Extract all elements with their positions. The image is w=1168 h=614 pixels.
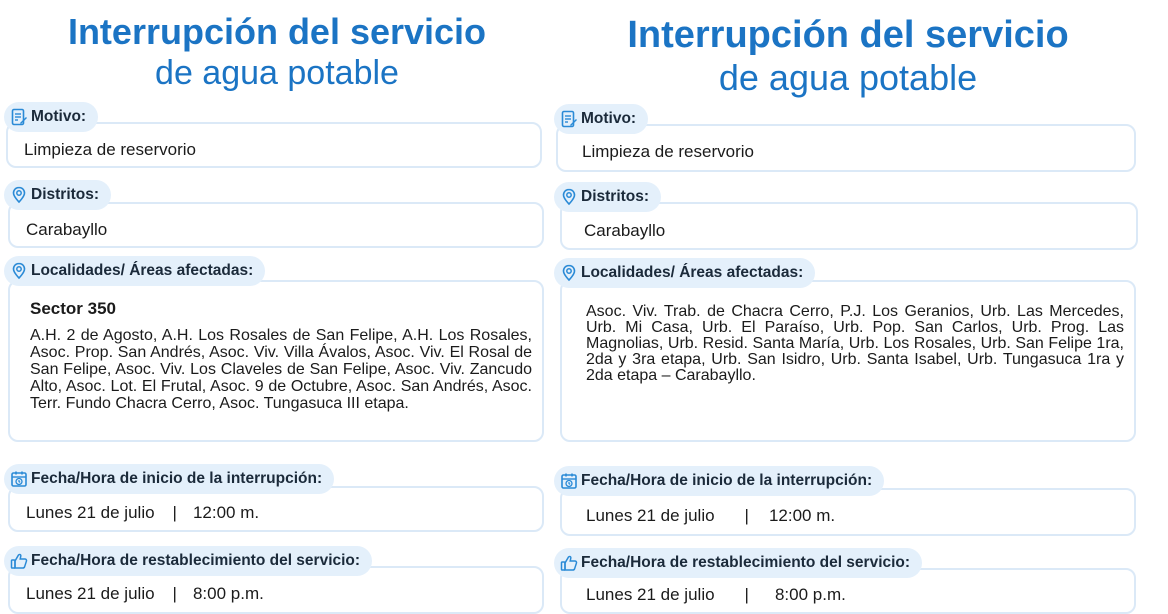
document-edit-icon xyxy=(560,110,578,128)
restablecimiento-label: Fecha/Hora de restablecimiento del servicio: xyxy=(581,554,911,571)
inicio-label: Fecha/Hora de inicio de la interrupción: xyxy=(581,472,873,489)
localidades-tag xyxy=(554,258,815,288)
title-line-1: Interrupción del servicio xyxy=(67,11,487,52)
localidades-tag xyxy=(4,256,265,286)
thumbs-up-icon xyxy=(10,552,28,570)
inicio-value xyxy=(586,507,1120,524)
separator: | xyxy=(172,584,177,603)
localidades-box xyxy=(560,280,1136,442)
separator: | xyxy=(744,585,749,604)
title-line-2: de agua potable xyxy=(718,57,978,98)
distritos-tag xyxy=(4,180,111,210)
motivo-label: Motivo: xyxy=(581,110,637,127)
notice-panel-right xyxy=(550,0,1146,614)
location-pin-icon xyxy=(560,188,578,206)
motivo-value: Limpieza de reservorio xyxy=(24,140,196,159)
distritos-value: Carabayllo xyxy=(26,220,108,239)
motivo-box xyxy=(556,124,1136,172)
distritos-label: Distritos: xyxy=(581,188,650,205)
restablecimiento-tag xyxy=(4,546,372,576)
inicio-value xyxy=(26,504,528,521)
inicio-date: Lunes 21 de julio xyxy=(586,506,715,525)
inicio-label: Fecha/Hora de inicio de la interrupción: xyxy=(31,470,323,487)
localidades-text: Asoc. Viv. Trab. de Chacra Cerro, P.J. Los Geranios, Urb. Las Mercedes, Urb. Mi Casa, Urb. El Paraíso, Urb. Pop. San Carlos, Urb. Prog. Las Magnolias, Urb. Resid. Santa María, Urb. Los Rosales, Urb. San Felipe 1ra, 2da y 3ra etapa, Urb. San Isidro, Urb. Santa Isabel, Urb. Tungasuca 1ra y 2da etapa – Carabayllo. xyxy=(586,303,1124,384)
notice-title xyxy=(0,11,548,92)
localidades-content xyxy=(586,304,1124,384)
location-pin-icon xyxy=(10,262,28,280)
distritos-tag xyxy=(554,182,661,212)
inicio-time: 12:00 m. xyxy=(192,503,260,522)
motivo-tag xyxy=(554,104,648,134)
localidades-content xyxy=(30,300,532,412)
notice-panel-left xyxy=(0,0,548,614)
restablecimiento-tag xyxy=(554,548,922,578)
restablecimiento-date: Lunes 21 de julio xyxy=(26,584,155,603)
title-line-1: Interrupción del servicio xyxy=(627,14,1069,56)
restablecimiento-date: Lunes 21 de julio xyxy=(586,585,715,604)
distritos-value: Carabayllo xyxy=(584,221,666,240)
distritos-label: Distritos: xyxy=(31,186,100,203)
restablecimiento-time: 8:00 p.m. xyxy=(192,584,264,603)
sector-title: Sector 350 xyxy=(30,299,116,318)
restablecimiento-label: Fecha/Hora de restablecimiento del servicio: xyxy=(31,552,361,569)
location-pin-icon xyxy=(560,264,578,282)
inicio-time: 12:00 m. xyxy=(768,506,836,525)
calendar-clock-icon xyxy=(10,470,28,488)
restablecimiento-value xyxy=(26,585,528,602)
restablecimiento-value xyxy=(586,586,1120,603)
location-pin-icon xyxy=(10,186,28,204)
localidades-text: A.H. 2 de Agosto, A.H. Los Rosales de San Felipe, A.H. Los Rosales, Asoc. Prop. San Andrés, Asoc. Viv. Villa Ávalos, Asoc. Viv. El Rosal de San Felipe, Asoc. Viv. Los Claveles de San Felipe, Asoc. Viv. Zancudo Alto, Asoc. Lot. El Frutal, Asoc. 9 de Octubre, Asoc. San Andrés, Asoc. Terr. Fundo Chacra Cerro, Asoc. Tungasuca III etapa. xyxy=(30,327,532,412)
thumbs-up-icon xyxy=(560,554,578,572)
motivo-label: Motivo: xyxy=(31,108,87,125)
title-line-2: de agua potable xyxy=(155,54,399,92)
notice-title xyxy=(550,16,1146,96)
motivo-value: Limpieza de reservorio xyxy=(582,142,754,161)
localidades-box xyxy=(8,280,544,442)
calendar-clock-icon xyxy=(560,472,578,490)
separator: | xyxy=(172,503,177,522)
inicio-tag xyxy=(554,466,884,496)
inicio-tag xyxy=(4,464,334,494)
localidades-label: Localidades/ Áreas afectadas: xyxy=(31,262,254,279)
localidades-label: Localidades/ Áreas afectadas: xyxy=(581,264,804,281)
restablecimiento-time: 8:00 p.m. xyxy=(774,585,846,604)
inicio-date: Lunes 21 de julio xyxy=(26,503,155,522)
separator: | xyxy=(744,506,749,525)
motivo-tag xyxy=(4,102,98,132)
document-edit-icon xyxy=(10,108,28,126)
